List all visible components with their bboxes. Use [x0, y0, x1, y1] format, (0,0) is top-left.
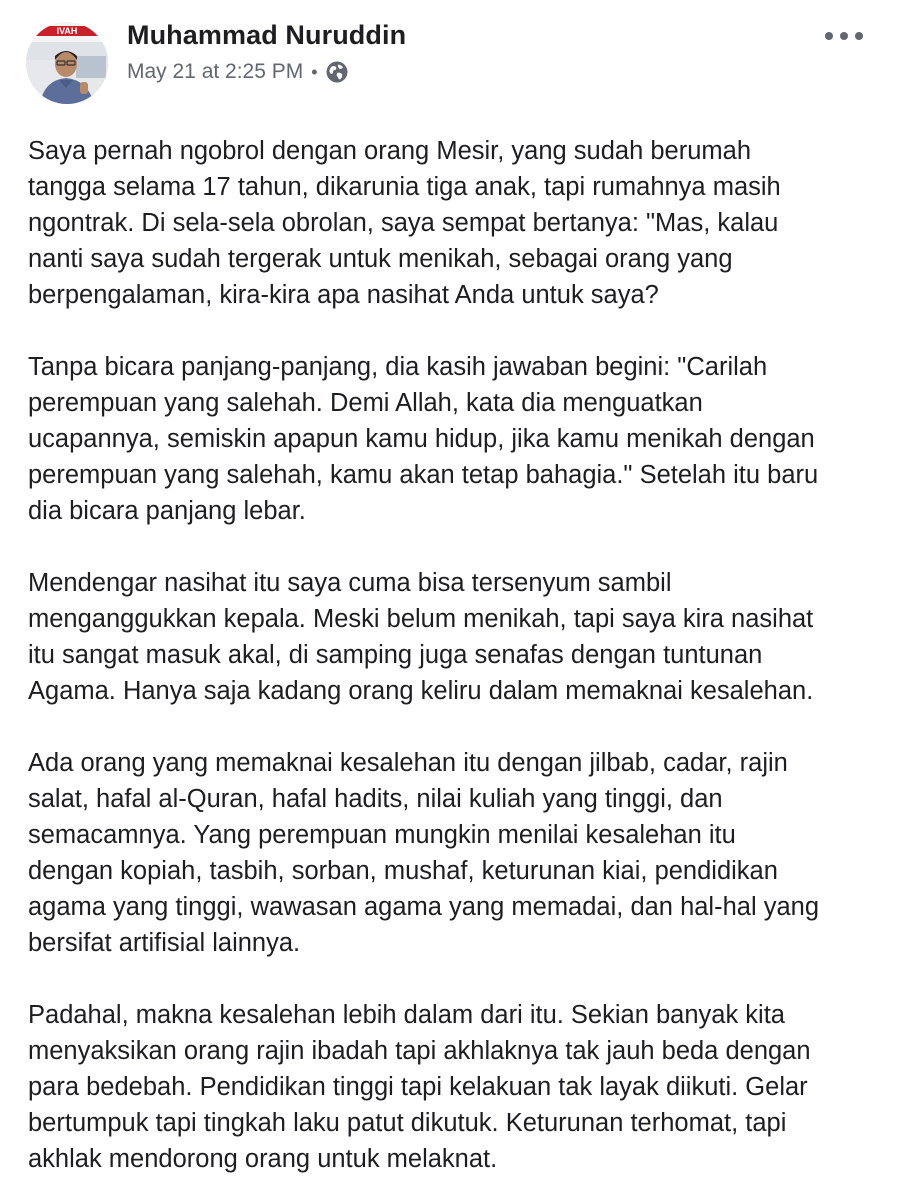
author-name[interactable]: Muhammad Nuruddin	[127, 20, 407, 50]
globe-icon[interactable]	[325, 60, 349, 84]
post-timestamp[interactable]: May 21 at 2:25 PM	[127, 60, 304, 83]
post-paragraph: Tanpa bicara panjang-panjang, dia kasih jawaban begini: "Carilah perempuan yang salehah. Demi Allah, kata dia menguatkan ucapannya, semiskin apapun kamu hidup, jika kamu menikah dengan perempuan yang salehah, kamu akan tetap bahagia." Setelah itu baru dia bicara panjang lebar.	[28, 353, 819, 525]
avatar[interactable]	[26, 22, 108, 104]
post-paragraph: Ada orang yang memaknai kesalehan itu dengan jilbab, cadar, rajin salat, hafal al-Quran, hafal hadits, nilai kuliah yang tinggi, dan semacamnya. Yang perempuan mungkin menilai kesalehan itu dengan kopiah, tasbih, sorban, mushaf, keturunan kiai, pendidikan agama yang tinggi, wawasan agama yang memadai, dan hal-hal yang bersifat artifisial lainnya.	[28, 749, 819, 957]
more-dots-icon	[840, 32, 848, 40]
post-header	[0, 0, 903, 110]
post-paragraph: Mendengar nasihat itu saya cuma bisa tersenyum sambil menganggukkan kepala. Meski belum menikah, tapi saya kira nasihat itu sangat masuk akal, di samping juga senafas dengan tuntunan Agama. Hanya saja kadang orang keliru dalam memaknai kesalehan.	[28, 569, 814, 705]
avatar-badge-text: IVAH	[56, 26, 78, 36]
post-paragraph: Saya pernah ngobrol dengan orang Mesir, yang sudah berumah tangga selama 17 tahun, dikarunia tiga anak, tapi rumahnya masih ngontrak. Di sela-sela obrolan, saya sempat bertanya: "Mas, kalau nanti saya sudah tergerak untuk menikah, sebagai orang yang berpengalaman, kira-kira apa nasihat Anda untuk saya?	[28, 137, 781, 309]
avatar-image	[26, 22, 108, 104]
more-dots-icon	[825, 32, 833, 40]
post-body	[28, 133, 888, 1177]
more-dots-icon	[855, 32, 863, 40]
more-options-button[interactable]	[825, 26, 863, 46]
meta-separator: •	[311, 61, 318, 82]
post-meta	[127, 60, 349, 84]
post-paragraph: Padahal, makna kesalehan lebih dalam dari itu. Sekian banyak kita menyaksikan orang rajin ibadah tapi akhlaknya tak jauh beda dengan para bedebah. Pendidikan tinggi tapi kelakuan tak layak diikuti. Gelar bertumpuk tapi tingkah laku patut dikutuk. Keturunan terhomat, tapi akhlak mendorong orang untuk melaknat.	[28, 1001, 811, 1173]
